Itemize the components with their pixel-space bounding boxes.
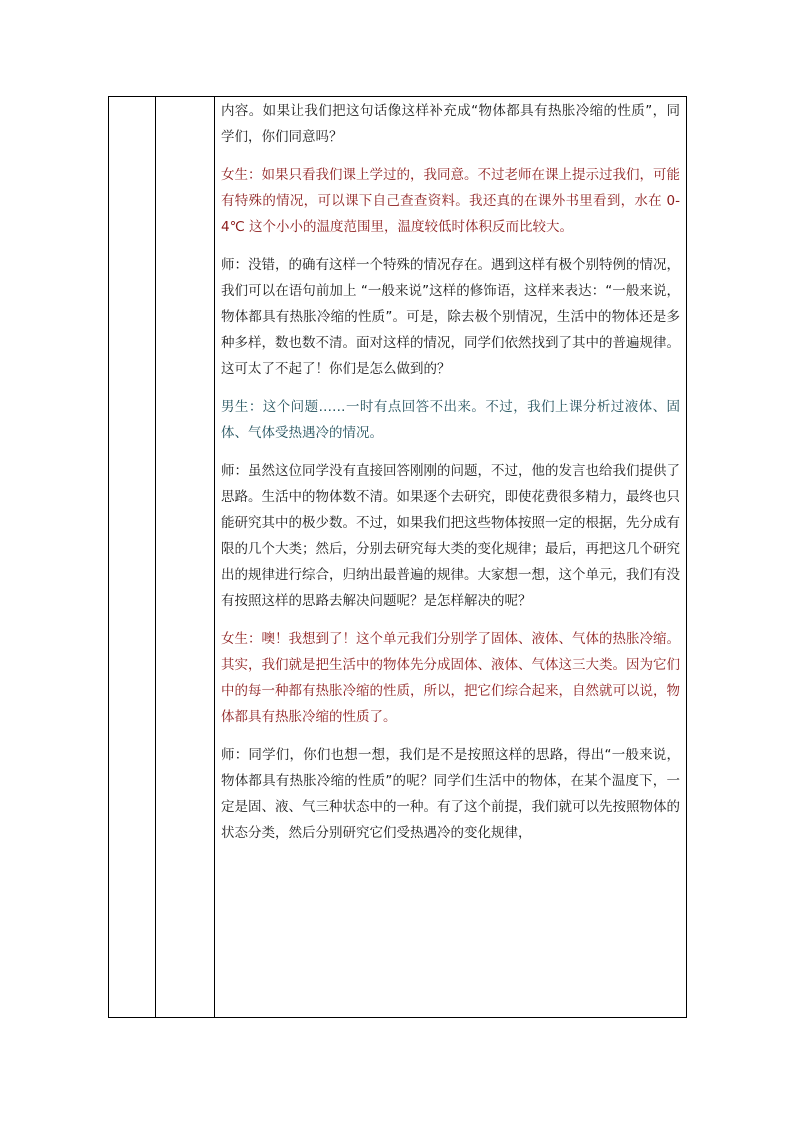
- girl-student-paragraph: 女生：如果只看我们课上学过的，我同意。不过老师在课上提示过我们，可能有特殊的情况，可以课下自己查查资料。我还真的在课外书里看到，水在 0-4℃ 这个小小的温度范围里，温度较低时体积反而比较大。: [221, 167, 680, 235]
- lesson-table: [108, 96, 687, 1018]
- girl-student-paragraph: 女生：噢！我想到了！这个单元我们分别学了固体、液体、气体的热胀冷缩。其实，我们就是把生活中的物体先分成固体、液体、气体这三大类。因为它们中的每一种都有热胀冷缩的性质，所以，把它们综合起来，自然就可以说，物体都具有热胀冷缩的性质了。: [221, 631, 680, 725]
- teacher-paragraph: 师：虽然这位同学没有直接回答刚刚的问题，不过，他的发言也给我们提供了思路。生活中的物体数不清。如果逐个去研究，即使花费很多精力，最终也只能研究其中的极少数。不过，如果我们把这些物体按照一定的根据，先分成有限的几个大类；然后，分别去研究每大类的变化规律；最后，再把这几个研究出的规律进行综合，归纳出最普遍的规律。大家想一想，这个单元，我们有没有按照这样的思路去解决问题呢？是怎样解决的呢？: [221, 463, 680, 609]
- teacher-paragraph: 内容。如果让我们把这句话像这样补充成“物体都具有热胀冷缩的性质”，同学们，你们同意吗？: [221, 103, 680, 145]
- boy-student-paragraph: 男生：这个问题……一时有点回答不出来。不过，我们上课分析过液体、固体、气体受热遇冷的情况。: [221, 399, 680, 441]
- teacher-paragraph: 师：同学们，你们也想一想，我们是不是按照这样的思路，得出“一般来说，物体都具有热胀冷缩的性质”的呢？同学们生活中的物体，在某个温度下，一定是固、液、气三种状态中的一种。有了这个前提，我们就可以先按照物体的状态分类，然后分别研究它们受热遇冷的变化规律，: [221, 747, 680, 841]
- table-column-divider: [155, 97, 156, 1017]
- teacher-paragraph: 师：没错，的确有这样一个特殊的情况存在。遇到这样有极个别特例的情况，我们可以在语句前加上 “一般来说”这样的修饰语，这样来表达：“一般来说，物体都具有热胀冷缩的性质”。可是，除去极个别情况，生活中的物体还是多种多样，数也数不清。面对这样的情况，同学们依然找到了其中的普遍规律。这可太了不起了！你们是怎么做到的？: [221, 257, 680, 377]
- dialogue-cell: [215, 97, 686, 1017]
